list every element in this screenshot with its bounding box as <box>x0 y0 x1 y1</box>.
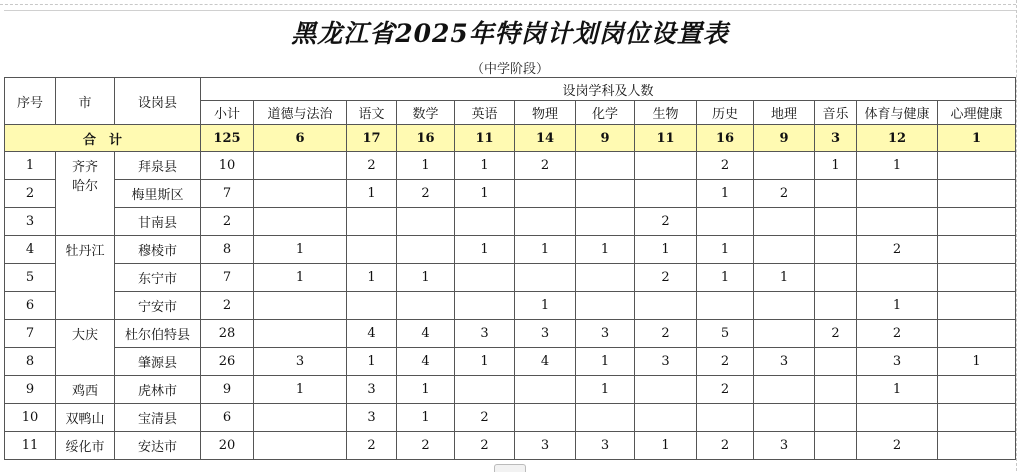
row-value[interactable] <box>697 404 754 432</box>
table-row <box>5 432 1016 460</box>
row-value[interactable] <box>857 180 938 208</box>
header-subject-7[interactable]: 生物 <box>635 101 697 125</box>
row-value[interactable]: 1 <box>347 348 397 376</box>
row-value[interactable]: 20 <box>201 432 254 460</box>
row-value[interactable] <box>815 348 857 376</box>
row-no[interactable]: 2 <box>5 180 56 208</box>
row-value[interactable]: 4 <box>347 320 397 348</box>
header-subject-3[interactable]: 数学 <box>397 101 455 125</box>
row-value[interactable]: 1 <box>938 348 1016 376</box>
row-value[interactable] <box>754 320 815 348</box>
row-value[interactable] <box>254 292 347 320</box>
total-value-4[interactable]: 11 <box>455 125 515 152</box>
row-no[interactable]: 7 <box>5 320 56 348</box>
row-value[interactable] <box>938 320 1016 348</box>
row-no[interactable]: 1 <box>5 152 56 180</box>
row-value[interactable]: 1 <box>697 236 754 264</box>
total-value-0[interactable]: 125 <box>201 125 254 152</box>
row-value[interactable] <box>857 404 938 432</box>
table-row <box>5 264 1016 292</box>
row-value[interactable]: 8 <box>201 236 254 264</box>
row-value[interactable]: 2 <box>397 180 455 208</box>
row-value[interactable]: 1 <box>635 432 697 460</box>
row-county[interactable]: 宁安市 <box>115 292 201 320</box>
row-value[interactable] <box>815 180 857 208</box>
row-value[interactable]: 3 <box>576 432 635 460</box>
row-value[interactable] <box>515 376 576 404</box>
row-value[interactable] <box>397 208 455 236</box>
row-value[interactable] <box>938 236 1016 264</box>
row-value[interactable]: 1 <box>455 348 515 376</box>
row-value[interactable] <box>635 376 697 404</box>
table-row <box>5 376 1016 404</box>
header-subject-9[interactable]: 地理 <box>754 101 815 125</box>
row-no[interactable]: 5 <box>5 264 56 292</box>
row-value[interactable]: 1 <box>576 348 635 376</box>
row-value[interactable]: 1 <box>347 264 397 292</box>
row-value[interactable]: 1 <box>754 264 815 292</box>
row-city[interactable]: 绥化市 <box>56 432 115 460</box>
row-value[interactable]: 3 <box>347 404 397 432</box>
total-value-9[interactable]: 9 <box>754 125 815 152</box>
total-value-2[interactable]: 17 <box>347 125 397 152</box>
row-value[interactable] <box>815 236 857 264</box>
row-value[interactable]: 1 <box>397 404 455 432</box>
row-value[interactable] <box>254 320 347 348</box>
row-value[interactable]: 1 <box>576 236 635 264</box>
table-row <box>5 208 1016 236</box>
header-subject-5[interactable]: 物理 <box>515 101 576 125</box>
post-table <box>4 77 1016 460</box>
row-value[interactable] <box>938 152 1016 180</box>
row-value[interactable]: 1 <box>697 264 754 292</box>
row-value[interactable] <box>254 180 347 208</box>
row-value[interactable] <box>576 152 635 180</box>
total-value-6[interactable]: 9 <box>576 125 635 152</box>
row-no[interactable]: 6 <box>5 292 56 320</box>
row-value[interactable] <box>815 264 857 292</box>
row-city[interactable]: 牡丹江 <box>56 236 115 320</box>
row-value[interactable]: 5 <box>697 320 754 348</box>
row-value[interactable]: 28 <box>201 320 254 348</box>
header-city[interactable]: 市 <box>56 78 115 125</box>
row-value[interactable] <box>938 180 1016 208</box>
row-no[interactable]: 10 <box>5 404 56 432</box>
table-row <box>5 348 1016 376</box>
row-value[interactable] <box>515 264 576 292</box>
row-value[interactable] <box>754 236 815 264</box>
row-value[interactable]: 3 <box>754 348 815 376</box>
table-row <box>5 320 1016 348</box>
row-value[interactable] <box>455 292 515 320</box>
row-value[interactable]: 3 <box>576 320 635 348</box>
row-value[interactable]: 2 <box>397 432 455 460</box>
row-value[interactable] <box>938 376 1016 404</box>
row-value[interactable] <box>455 264 515 292</box>
row-value[interactable] <box>938 432 1016 460</box>
total-label[interactable]: 合 计 <box>5 125 201 152</box>
row-no[interactable]: 4 <box>5 236 56 264</box>
row-value[interactable]: 2 <box>201 208 254 236</box>
row-city[interactable]: 双鸭山 <box>56 404 115 432</box>
row-city[interactable]: 鸡西 <box>56 376 115 404</box>
row-value[interactable] <box>815 208 857 236</box>
row-value[interactable] <box>754 292 815 320</box>
total-value-12[interactable]: 1 <box>938 125 1016 152</box>
row-value[interactable] <box>576 208 635 236</box>
row-value[interactable] <box>576 292 635 320</box>
row-value[interactable] <box>576 404 635 432</box>
row-value[interactable]: 1 <box>515 292 576 320</box>
row-value[interactable] <box>254 152 347 180</box>
row-value[interactable] <box>455 376 515 404</box>
total-value-5[interactable]: 14 <box>515 125 576 152</box>
row-value[interactable]: 2 <box>857 432 938 460</box>
row-value[interactable] <box>697 292 754 320</box>
row-value[interactable]: 2 <box>347 432 397 460</box>
row-value[interactable] <box>576 264 635 292</box>
row-value[interactable]: 1 <box>397 152 455 180</box>
row-value[interactable]: 2 <box>347 152 397 180</box>
row-county[interactable]: 拜泉县 <box>115 152 201 180</box>
row-value[interactable]: 3 <box>515 432 576 460</box>
row-value[interactable]: 2 <box>201 292 254 320</box>
row-value[interactable]: 4 <box>397 348 455 376</box>
row-value[interactable] <box>635 292 697 320</box>
row-value[interactable] <box>254 404 347 432</box>
row-value[interactable] <box>576 180 635 208</box>
row-value[interactable]: 1 <box>397 264 455 292</box>
table-row <box>5 152 1016 180</box>
row-value[interactable]: 3 <box>347 376 397 404</box>
row-value[interactable]: 1 <box>515 236 576 264</box>
row-value[interactable]: 1 <box>815 152 857 180</box>
row-value[interactable] <box>254 432 347 460</box>
row-value[interactable]: 3 <box>635 348 697 376</box>
row-value[interactable]: 4 <box>397 320 455 348</box>
row-value[interactable]: 1 <box>576 376 635 404</box>
row-value[interactable] <box>635 152 697 180</box>
page-border-top <box>0 4 1016 5</box>
row-value[interactable] <box>347 236 397 264</box>
total-value-11[interactable]: 12 <box>857 125 938 152</box>
header-no[interactable]: 序号 <box>5 78 56 125</box>
table-row <box>5 292 1016 320</box>
row-value[interactable] <box>397 292 455 320</box>
row-value[interactable] <box>397 236 455 264</box>
row-value[interactable] <box>515 180 576 208</box>
row-value[interactable]: 2 <box>697 348 754 376</box>
row-value[interactable]: 1 <box>455 180 515 208</box>
row-value[interactable]: 1 <box>254 236 347 264</box>
row-value[interactable]: 1 <box>254 264 347 292</box>
row-value[interactable] <box>635 180 697 208</box>
row-value[interactable] <box>515 404 576 432</box>
row-value[interactable]: 2 <box>515 152 576 180</box>
row-value[interactable]: 1 <box>455 236 515 264</box>
row-value[interactable] <box>455 208 515 236</box>
row-value[interactable]: 1 <box>397 376 455 404</box>
row-county[interactable]: 穆棱市 <box>115 236 201 264</box>
row-value[interactable] <box>347 292 397 320</box>
row-value[interactable]: 1 <box>857 292 938 320</box>
row-value[interactable] <box>754 376 815 404</box>
row-value[interactable]: 2 <box>697 432 754 460</box>
row-value[interactable]: 6 <box>201 404 254 432</box>
header-subject-11[interactable]: 体育与健康 <box>857 101 938 125</box>
row-city[interactable]: 齐齐 哈尔 <box>56 152 115 236</box>
header-subject-2[interactable]: 语文 <box>347 101 397 125</box>
row-no[interactable]: 9 <box>5 376 56 404</box>
row-value[interactable]: 2 <box>754 180 815 208</box>
row-value[interactable]: 26 <box>201 348 254 376</box>
row-value[interactable]: 2 <box>697 376 754 404</box>
row-value[interactable] <box>754 152 815 180</box>
total-value-10[interactable]: 3 <box>815 125 857 152</box>
header-subject-0[interactable]: 小计 <box>201 101 254 125</box>
row-value[interactable]: 1 <box>455 152 515 180</box>
header-subject-group[interactable]: 设岗学科及人数 <box>201 78 1016 101</box>
row-value[interactable]: 1 <box>347 180 397 208</box>
row-value[interactable]: 3 <box>754 432 815 460</box>
row-value[interactable]: 7 <box>201 180 254 208</box>
row-value[interactable]: 3 <box>254 348 347 376</box>
row-value[interactable]: 1 <box>635 236 697 264</box>
row-county[interactable]: 虎林市 <box>115 376 201 404</box>
row-value[interactable] <box>754 208 815 236</box>
row-value[interactable] <box>815 404 857 432</box>
row-value[interactable]: 2 <box>635 264 697 292</box>
row-value[interactable]: 2 <box>635 320 697 348</box>
row-value[interactable]: 7 <box>201 264 254 292</box>
header-subject-6[interactable]: 化学 <box>576 101 635 125</box>
page-border-right <box>1016 0 1017 471</box>
row-county[interactable]: 东宁市 <box>115 264 201 292</box>
row-value[interactable]: 2 <box>455 404 515 432</box>
row-city[interactable]: 大庆 <box>56 320 115 376</box>
row-value[interactable]: 2 <box>857 320 938 348</box>
row-value[interactable] <box>815 432 857 460</box>
row-value[interactable] <box>938 404 1016 432</box>
row-no[interactable]: 8 <box>5 348 56 376</box>
row-value[interactable]: 3 <box>515 320 576 348</box>
header-subject-12[interactable]: 心理健康 <box>938 101 1016 125</box>
row-no[interactable]: 3 <box>5 208 56 236</box>
row-value[interactable] <box>815 376 857 404</box>
row-county[interactable]: 宝清县 <box>115 404 201 432</box>
row-county[interactable]: 甘南县 <box>115 208 201 236</box>
table-row <box>5 404 1016 432</box>
header-subject-10[interactable]: 音乐 <box>815 101 857 125</box>
header-subject-4[interactable]: 英语 <box>455 101 515 125</box>
row-county[interactable]: 肇源县 <box>115 348 201 376</box>
row-value[interactable]: 2 <box>635 208 697 236</box>
row-value[interactable]: 9 <box>201 376 254 404</box>
row-value[interactable] <box>938 264 1016 292</box>
row-value[interactable]: 1 <box>254 376 347 404</box>
row-value[interactable] <box>254 208 347 236</box>
row-value[interactable]: 1 <box>857 152 938 180</box>
row-value[interactable] <box>857 264 938 292</box>
row-no[interactable]: 11 <box>5 432 56 460</box>
row-value[interactable]: 4 <box>515 348 576 376</box>
row-value[interactable]: 2 <box>815 320 857 348</box>
row-county[interactable]: 梅里斯区 <box>115 180 201 208</box>
row-value[interactable]: 3 <box>857 348 938 376</box>
row-value[interactable] <box>697 208 754 236</box>
row-county[interactable]: 杜尔伯特县 <box>115 320 201 348</box>
total-value-3[interactable]: 16 <box>397 125 455 152</box>
row-value[interactable] <box>635 404 697 432</box>
row-value[interactable] <box>754 404 815 432</box>
row-county[interactable]: 安达市 <box>115 432 201 460</box>
row-value[interactable]: 10 <box>201 152 254 180</box>
row-value[interactable] <box>938 292 1016 320</box>
table-row <box>5 236 1016 264</box>
row-value[interactable] <box>515 208 576 236</box>
row-value[interactable]: 2 <box>455 432 515 460</box>
page-title: 黑龙江省2025年特岗计划岗位设置表 <box>291 19 729 48</box>
header-subject-8[interactable]: 历史 <box>697 101 754 125</box>
total-value-1[interactable]: 6 <box>254 125 347 152</box>
row-value[interactable]: 2 <box>857 236 938 264</box>
row-value[interactable] <box>815 292 857 320</box>
row-value[interactable]: 2 <box>697 152 754 180</box>
header-subject-1[interactable]: 道德与法治 <box>254 101 347 125</box>
row-value[interactable]: 1 <box>857 376 938 404</box>
row-value[interactable]: 1 <box>697 180 754 208</box>
total-value-8[interactable]: 16 <box>697 125 754 152</box>
row-value[interactable] <box>857 208 938 236</box>
header-county[interactable]: 设岗县 <box>115 78 201 125</box>
page-subtitle: （中学阶段） <box>470 62 549 77</box>
row-value[interactable]: 3 <box>455 320 515 348</box>
row-value[interactable] <box>938 208 1016 236</box>
row-value[interactable] <box>347 208 397 236</box>
table-row <box>5 180 1016 208</box>
total-value-7[interactable]: 11 <box>635 125 697 152</box>
